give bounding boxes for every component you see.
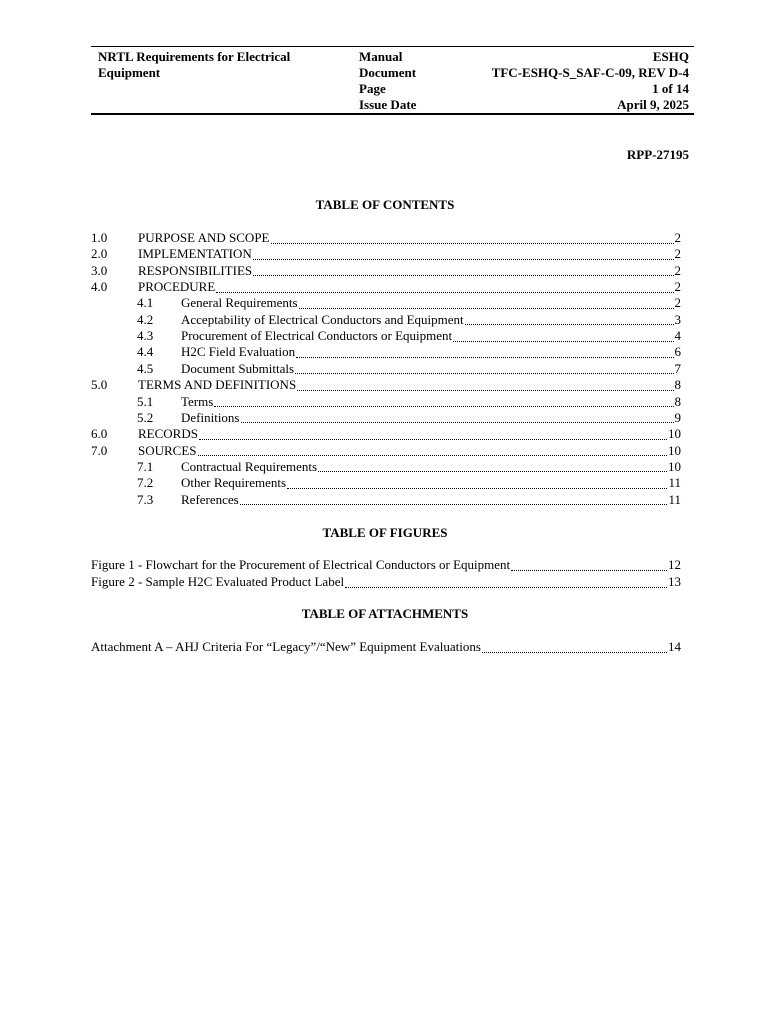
toc-entry-page: 11 [668, 491, 681, 507]
toc-entry-number: 7.1 [137, 458, 154, 474]
toc-entry-number: 4.0 [91, 279, 108, 295]
dot-leader [216, 282, 673, 293]
figures-heading: TABLE OF FIGURES [322, 525, 448, 540]
toc-entry-title: General Requirements [181, 295, 298, 311]
toc-entry[interactable] [91, 246, 681, 262]
toc-subentry[interactable] [137, 295, 681, 311]
dot-leader [240, 494, 668, 505]
dot-leader [511, 560, 667, 571]
toc-entry-page: 12 [668, 557, 681, 572]
dot-leader [299, 298, 674, 309]
header-value-page: 1 of 14 [652, 81, 689, 96]
toc-entry-title: IMPLEMENTATION [138, 246, 252, 262]
toc-entry[interactable] [91, 263, 681, 279]
attachment-entry[interactable] [91, 639, 681, 655]
toc-entry-title: Definitions [181, 409, 240, 425]
toc-entry-number: 4.3 [137, 328, 154, 344]
toc-entry-title: RECORDS [138, 426, 198, 442]
toc-entry-page: 10 [668, 426, 681, 442]
header-value-document: TFC-ESHQ-S_SAF-C-09, REV D-4 [491, 65, 689, 80]
toc-subentry[interactable] [137, 475, 681, 491]
toc-entry-page: 11 [668, 475, 681, 491]
page-header [91, 46, 694, 115]
dot-leader [287, 478, 667, 489]
toc-entry-title: Attachment A – AHJ Criteria For “Legacy”/“New” Equipment Evaluations [91, 639, 481, 654]
toc-entry-number: 5.0 [91, 377, 108, 393]
dot-leader [295, 363, 673, 374]
toc-entry-title: Document Submittals [181, 360, 295, 376]
toc-entry-title: References [181, 491, 239, 507]
toc-entry-page: 3 [674, 311, 681, 327]
toc-entry-number: 1.0 [91, 230, 108, 245]
toc-entry-number: 6.0 [91, 426, 108, 442]
toc-entry-number: 5.2 [137, 409, 154, 425]
toc-entry-page: 2 [674, 262, 681, 278]
figure-entry[interactable] [91, 574, 681, 590]
dot-leader [241, 412, 674, 423]
toc-entry-page: 6 [674, 344, 681, 360]
toc-entry-page: 7 [674, 360, 681, 376]
toc-entry-number: 3.0 [91, 262, 108, 278]
attachments-heading: TABLE OF ATTACHMENTS [301, 606, 469, 621]
figure-entry[interactable] [91, 557, 681, 573]
toc-entry-number: 7.0 [91, 442, 108, 458]
toc-entry-page: 8 [674, 377, 681, 393]
dot-leader [198, 445, 667, 456]
dot-leader [199, 429, 667, 440]
dot-leader [271, 233, 674, 244]
toc-entry-page: 13 [668, 574, 681, 589]
toc-entry-title: TERMS AND DEFINITIONS [138, 377, 297, 393]
header-label-document: Document [359, 65, 417, 80]
header-labels [359, 49, 416, 113]
toc-heading: TABLE OF CONTENTS [315, 197, 455, 212]
toc-entry-title: Figure 2 - Sample H2C Evaluated Product Label [91, 574, 345, 589]
toc-subentry[interactable] [137, 361, 681, 377]
toc-entry-page: 9 [674, 409, 681, 425]
toc-entry-title: Other Requirements [181, 475, 287, 491]
toc-entry-number: 5.1 [137, 393, 154, 409]
header-label-manual: Manual [359, 49, 403, 64]
dot-leader [214, 396, 673, 407]
header-label-issue-date: Issue Date [359, 97, 417, 112]
toc-subentry[interactable] [137, 492, 681, 508]
document-number: RPP-27195 [626, 147, 689, 162]
toc-entry[interactable] [91, 426, 681, 442]
dot-leader [453, 331, 673, 342]
toc-entry[interactable] [91, 279, 681, 295]
toc-entry-page: 2 [674, 230, 681, 245]
toc-entry-title: Procurement of Electrical Conductors or Equipment [181, 328, 453, 344]
toc-entry-page: 2 [674, 295, 681, 311]
toc-entry-title: SOURCES [138, 442, 197, 458]
toc-entry-number: 7.3 [137, 491, 154, 507]
toc-entry-title: Terms [181, 393, 214, 409]
toc-entry-title: Acceptability of Electrical Conductors and Equipment [181, 311, 464, 327]
toc-entry-number: 7.2 [137, 475, 154, 491]
dot-leader [318, 461, 667, 472]
toc-entry-page: 2 [674, 279, 681, 295]
toc-entry-page: 10 [668, 458, 681, 474]
toc-entry-title: RESPONSIBILITIES [138, 262, 253, 278]
header-values [492, 49, 689, 113]
header-value-manual: ESHQ [652, 49, 689, 64]
toc-subentry[interactable] [137, 410, 681, 426]
dot-leader [253, 249, 674, 260]
toc-entry-number: 4.5 [137, 360, 154, 376]
toc-entry-title: PROCEDURE [138, 279, 216, 295]
toc-entry[interactable] [91, 377, 681, 393]
toc-entry-page: 2 [674, 246, 681, 262]
toc-subentry[interactable] [137, 394, 681, 410]
toc-entry-number: 4.4 [137, 344, 154, 360]
toc-entry-page: 8 [674, 393, 681, 409]
toc-entry-title: H2C Field Evaluation [181, 344, 296, 360]
toc-entry[interactable] [91, 443, 681, 459]
toc-subentry[interactable] [137, 328, 681, 344]
toc-entry-number: 4.1 [137, 295, 154, 311]
dot-leader [482, 642, 667, 653]
header-label-page: Page [359, 81, 386, 96]
dot-leader [297, 380, 673, 391]
header-value-issue-date: April 9, 2025 [617, 97, 689, 112]
dot-leader [253, 265, 673, 276]
dot-leader [296, 347, 673, 358]
toc-entry-page: 10 [668, 442, 681, 458]
toc-entry-number: 2.0 [91, 246, 108, 262]
toc-entry-title: PURPOSE AND SCOPE [138, 230, 270, 245]
toc-entry[interactable] [91, 230, 681, 246]
toc-entry-page: 4 [674, 328, 681, 344]
dot-leader [345, 577, 667, 588]
toc-subentry[interactable] [137, 344, 681, 360]
dot-leader [465, 314, 674, 325]
toc-entry-title: Figure 1 - Flowchart for the Procurement of Electrical Conductors or Equipment [91, 557, 511, 572]
toc-subentry[interactable] [137, 312, 681, 328]
toc-subentry[interactable] [137, 459, 681, 475]
toc-entry-page: 14 [668, 639, 681, 654]
toc-entry-number: 4.2 [137, 311, 154, 327]
header-title: NRTL Requirements for Electrical Equipment [98, 49, 291, 80]
toc-entry-title: Contractual Requirements [181, 458, 318, 474]
